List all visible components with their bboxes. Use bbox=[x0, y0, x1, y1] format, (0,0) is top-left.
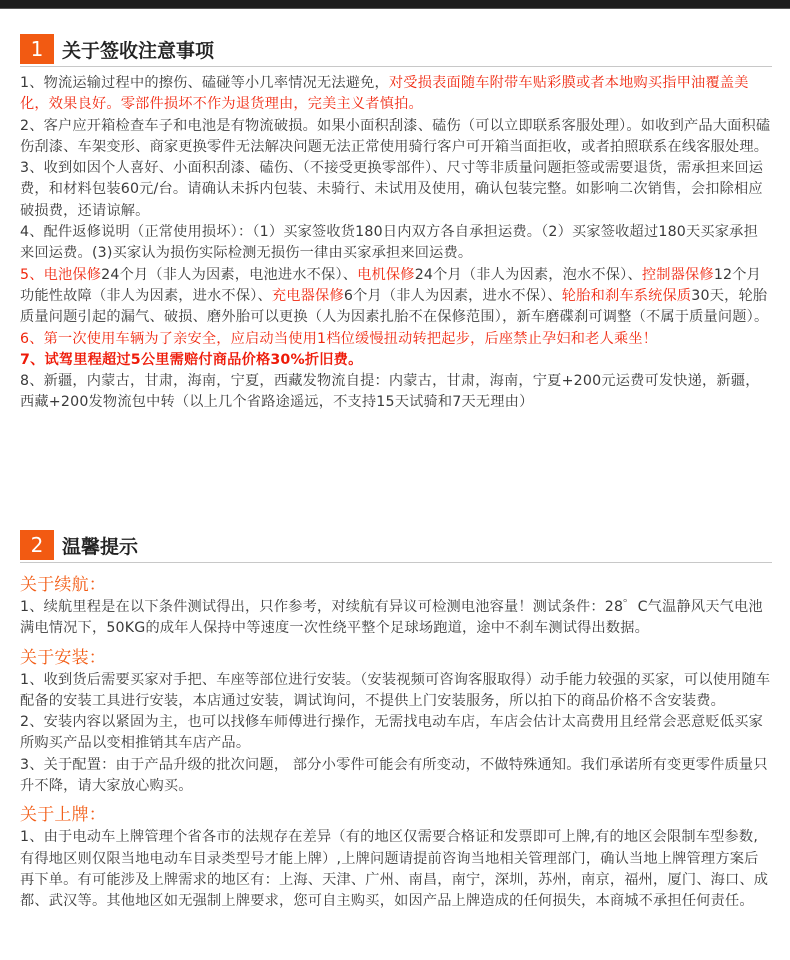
install-item-2: 2、安装内容以紧固为主，也可以找修车师傅进行操作，无需找电动车店，车店会估计太高费用且经常会恶意贬低买家所购买产品以变相推销其车店产品。 bbox=[20, 714, 763, 752]
subheading-plate: 关于上牌： bbox=[20, 805, 106, 826]
note-item-3: 3、收到如因个人喜好、小面积刮漆、磕伤、（不接受更换零部件）、尺寸等非质量问题拒签或需要退货，需承担来回运费，和材料包装60元/台。请确认未拆内包装、未骑行、未试用及使用，确认包装完整。如影响二次销售，会扣除相应破损费，还请谅解。 bbox=[20, 160, 764, 219]
note-item-7: 7、试驾里程超过5公里需赔付商品价格30%折旧费。 bbox=[20, 351, 363, 368]
install-item-1: 1、收到货后需要买家对手把、车座等部位进行安装。（安装视频可咨询客服取得）动手能力较强的买家，可以使用随车配备的安装工具进行安装，本店通过安装，调试询问，不提供上门安装服务，所以拍下的商品价格不含安装费。 bbox=[20, 671, 771, 709]
note-item-5 bbox=[20, 265, 772, 329]
section-warm-tips bbox=[20, 530, 772, 913]
section-number-badge: 1 bbox=[20, 34, 54, 64]
section-header bbox=[20, 530, 772, 560]
range-text: 1、续航里程是在以下条件测试得出，只作参考，对续航有异议可检测电池容量！测试条件：28゜C气温静风天气电池满电情况下，50KG的成年人保持中等速度一次性绕平整个足球场跑道，途中不刹车测试得出数据。 bbox=[20, 599, 763, 637]
warranty-tire-brake-text: 30天，轮胎质量问题引起的漏气、破损、磨外胎可以更换（人为因素扎胎不在保修范围），新车磨碟刹可调整（不属于质量问题）。 bbox=[20, 287, 769, 326]
section-number-badge: 2 bbox=[20, 530, 54, 560]
warranty-controller-label: 控制器保修 bbox=[641, 266, 714, 283]
note-item-1 bbox=[20, 73, 772, 116]
warranty-tire-brake-label: 轮胎和刹车系统保质 bbox=[561, 287, 692, 304]
warranty-battery-label: 5、电池保修 bbox=[20, 266, 102, 283]
note-text: 1、物流运输过程中的擦伤、磕碰等小几率情况无法避免， bbox=[20, 75, 389, 91]
warranty-motor-text: 24个月（非人为因素，泡水不保）、 bbox=[414, 266, 642, 283]
subheading-range: 关于续航： bbox=[20, 575, 106, 595]
section-title: 关于签收注意事项 bbox=[62, 39, 215, 62]
section-header bbox=[20, 34, 772, 64]
warranty-charger-label: 充电器保修 bbox=[271, 287, 344, 304]
warranty-charger-text: 6个月（非人为因素，进水不保）、 bbox=[343, 287, 562, 304]
warranty-motor-label: 电机保修 bbox=[357, 266, 415, 283]
section-title: 温馨提示 bbox=[62, 535, 139, 558]
section-signing-notes bbox=[20, 34, 772, 414]
section-divider bbox=[20, 66, 772, 67]
note-highlight: 对受损表面随车附带车贴彩膜或者本地购买指甲油覆盖美化，效果良好。零部件损坏不作为退货理由，完美主义者慎拍。 bbox=[20, 75, 749, 113]
install-item-3: 3、关于配置：由于产品升级的批次问题， 部分小零件可能会有所变动，不做特殊通知。我们承诺所有变更零件质量只升不降，请大家放心购买。 bbox=[20, 756, 768, 795]
subheading-install: 关于安装： bbox=[20, 647, 106, 668]
note-item-8: 8、新疆，内蒙古，甘肃，海南，宁夏，西藏发物流自提：内蒙古，甘肃，海南，宁夏+200元运费可发快递，新疆，西藏+200发物流包中转（以上几个省路途遥远，不支持15天试骑和7天无理由） bbox=[20, 373, 760, 411]
warranty-battery-text: 24个月（非人为因素，电池进水不保）、 bbox=[101, 266, 358, 283]
warranty-controller-text: 12个月 功能性故障（非人为因素，进水不保）、 bbox=[20, 266, 762, 304]
section-divider bbox=[20, 562, 772, 563]
plate-item-1: 1、由于电动车上牌管理个省各市的法规存在差异（有的地区仅需要合格证和发票即可上牌,有的地区会限制车型参数,有得地区则仅限当地电动车目录类型号才能上牌）,上牌问题请提前咨询当地相关管理部门，确认当地上牌管理方案后再下单。有可能涉及上牌需求的地区有：上海、天津、广州、南昌，南宁，深圳，苏州，南京，福州，厦门、海口、成都、武汉等。其他地区如无强制上牌要求，您可自主购买，如因产品上牌造成的任何损失，本商城不承担任何责任。 bbox=[20, 829, 769, 910]
note-item-2: 2、客户应开箱检查车子和电池是有物流破损。如果小面积刮漆、磕伤（可以立即联系客服处理）。如收到产品大面积磕伤刮漆、车架变形、商家更换零件无法解决问题无法正常使用骑行客户可开箱当面拒收，或者拍照联系在线客服处理。 bbox=[20, 117, 771, 155]
note-item-6: 6、第一次使用车辆为了亲安全，应启动当使用1档位缓慢扭动转把起步，后座禁止孕妇和老人乘坐！ bbox=[20, 330, 658, 347]
note-item-4: 4、配件返修说明（正常使用损坏）：（1）买家签收货180日内双方各自承担运费。（2）买家签收超过180天买家承担来回运费。(3)买家认为损伤实际检测无损伤一律由买家承担来回运费。 bbox=[20, 224, 758, 262]
section-body bbox=[20, 573, 772, 913]
section-body bbox=[20, 73, 772, 414]
top-dark-bar bbox=[0, 0, 790, 9]
